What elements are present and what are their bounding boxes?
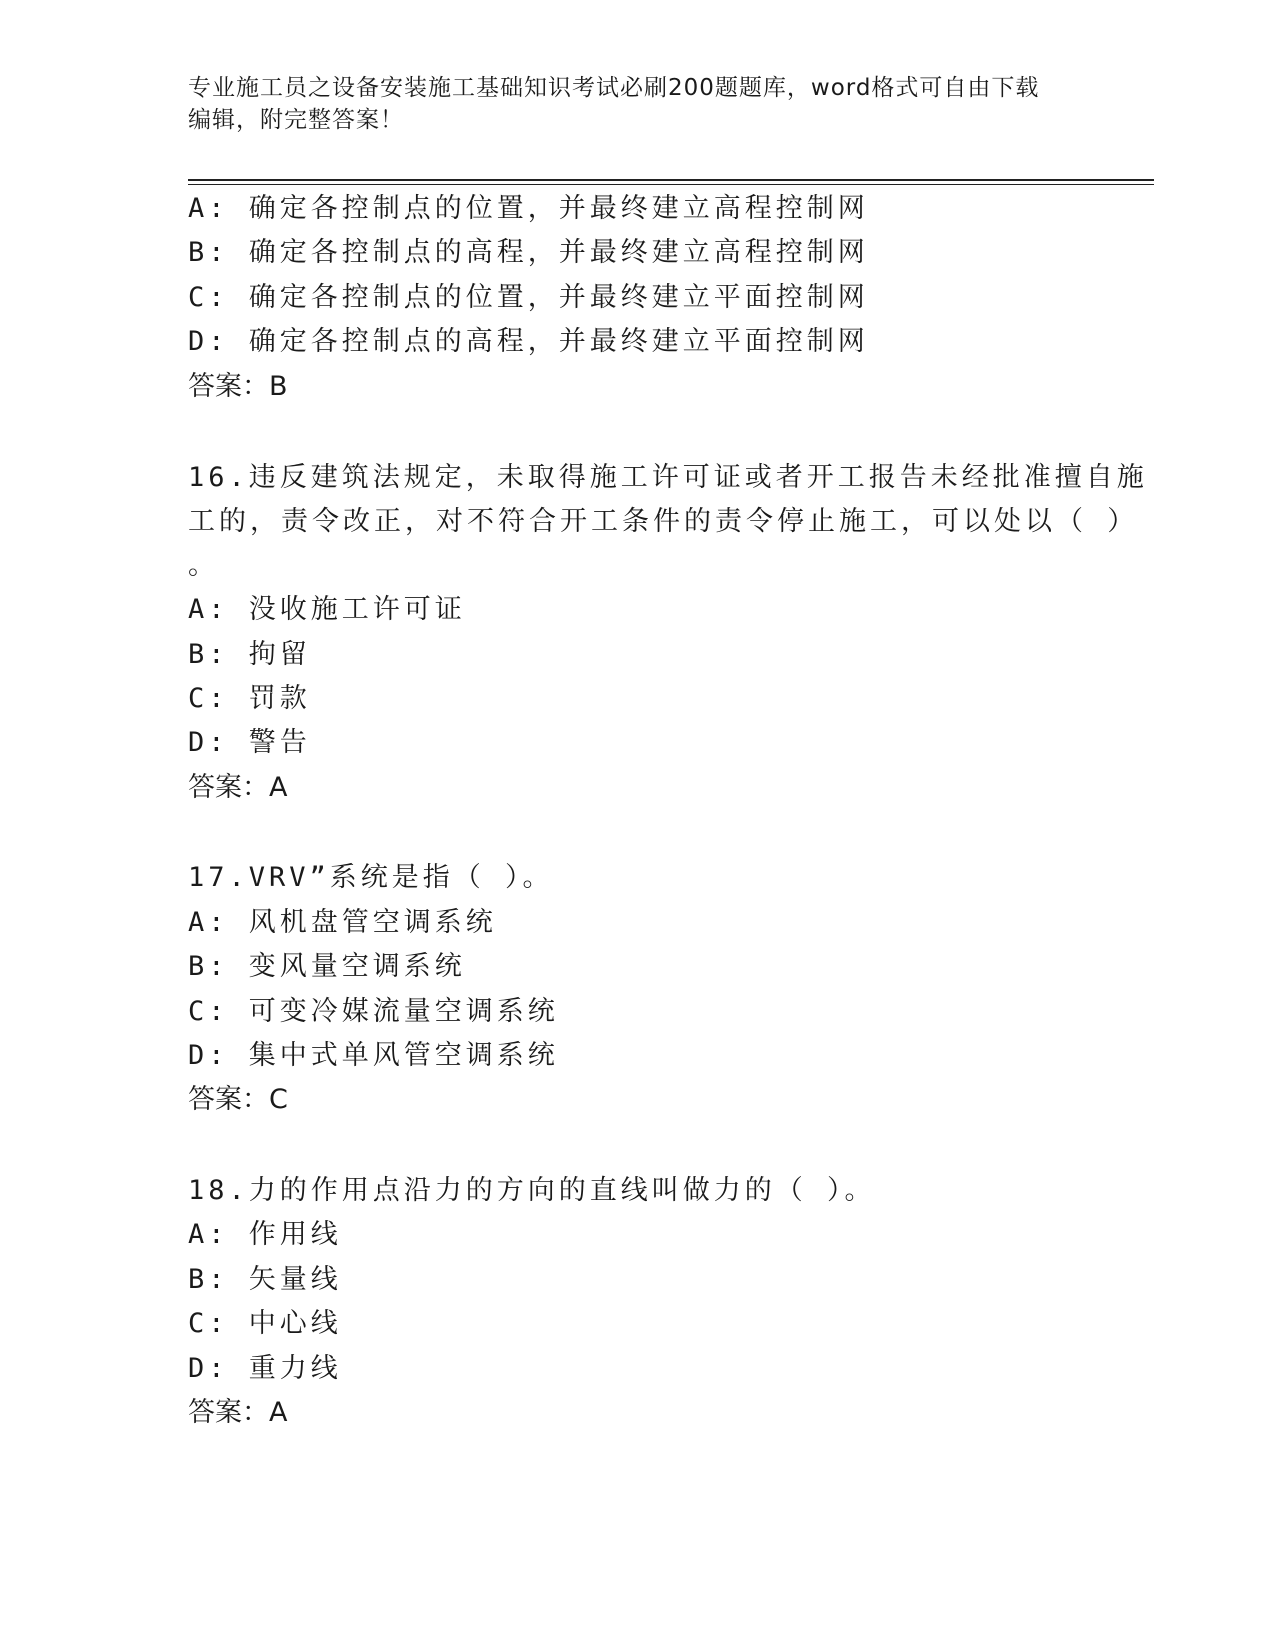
q15-option-b: B: 确定各控制点的高程，并最终建立高程控制网 [188,237,869,268]
q17-option-b: B: 变风量空调系统 [188,951,466,982]
q15-answer-label: 答案： [188,371,269,402]
q15-option-c: C: 确定各控制点的位置，并最终建立平面控制网 [188,282,869,313]
q16-answer [188,771,287,805]
q15-option-a: A: 确定各控制点的位置，并最终建立高程控制网 [188,193,869,224]
q16-option-c: C: 罚款 [188,683,311,714]
q16-question-line-1: 16.违反建筑法规定，未取得施工许可证或者开工报告未经批准擅自施 [188,462,1148,493]
q16-option-b: B: 拘留 [188,639,311,670]
q18-question-line-1: 18.力的作用点沿力的方向的直线叫做力的（ ）。 [188,1175,876,1206]
q17-question-line-1: 17.VRV”系统是指（ ）。 [188,862,554,893]
q16-answer-key: A [269,772,288,803]
q18-option-b: B: 矢量线 [188,1264,342,1295]
document-header [188,72,1088,136]
q17-answer-label: 答案： [188,1084,269,1115]
header-rule-thick [188,179,1154,181]
header-rule-thin [188,184,1154,185]
q16-answer-label: 答案： [188,772,269,803]
q17-option-c: C: 可变冷媒流量空调系统 [188,996,559,1027]
q16-question-line-3: 。 [188,550,219,581]
q18-answer [188,1396,287,1430]
q16-option-a: A: 没收施工许可证 [188,594,466,625]
q15-answer [188,370,288,404]
q15-answer-key: B [269,371,288,402]
q18-option-d: D: 重力线 [188,1353,342,1384]
q16-question-line-2: 工的，责令改正，对不符合开工条件的责令停止施工，可以处以（ ） [188,506,1139,537]
q18-answer-label: 答案： [188,1397,269,1428]
q18-answer-key: A [269,1397,288,1428]
q18-option-a: A: 作用线 [188,1219,342,1250]
header-line-2: 编辑，附完整答案！ [188,107,404,133]
q17-option-a: A: 风机盘管空调系统 [188,907,497,938]
q18-option-c: C: 中心线 [188,1308,342,1339]
q15-option-d: D: 确定各控制点的高程，并最终建立平面控制网 [188,326,869,357]
q17-answer [188,1083,288,1117]
header-line-1: 专业施工员之设备安装施工基础知识考试必刷200题题库，word格式可自由下载 [188,75,1040,101]
q17-option-d: D: 集中式单风管空调系统 [188,1040,559,1071]
q16-option-d: D: 警告 [188,727,311,758]
q17-answer-key: C [269,1084,288,1115]
